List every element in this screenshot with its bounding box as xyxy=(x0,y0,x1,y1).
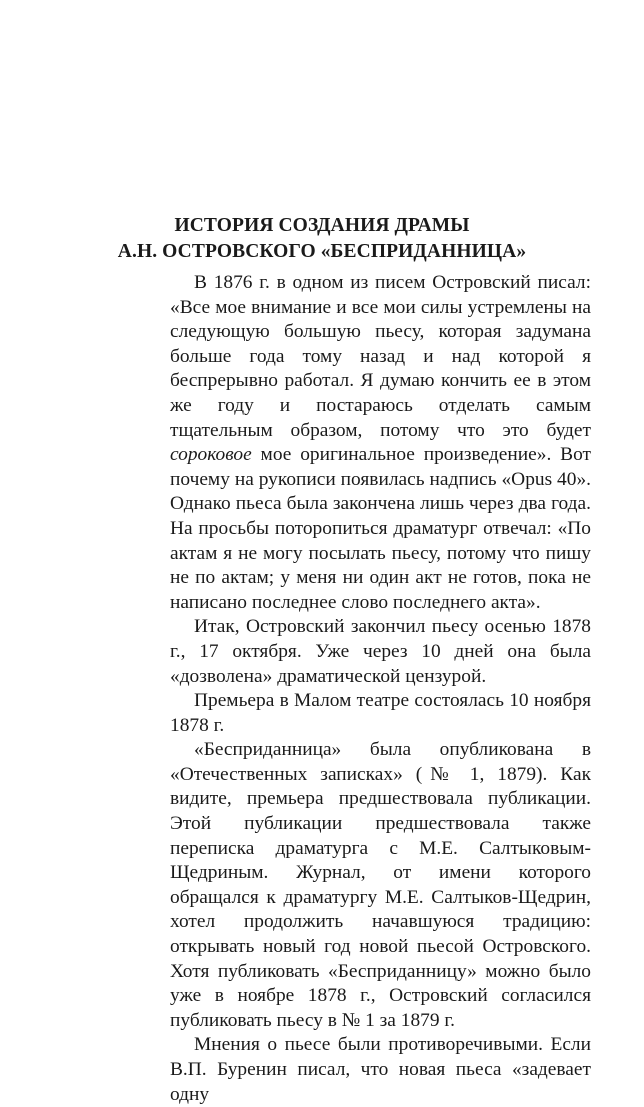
paragraph-1-start: В 1876 г. в одном из писем Островский писал: «Все мое внимание и все мои силы устремлены на следующую большую пьесу, которая задумана больше года тому назад и над которой я беспрерывно работал. Я думаю кончить ее в этом же году и постараюсь отделать самым тщательным образом, потому что это будет xyxy=(170,272,591,441)
page-title xyxy=(100,213,544,265)
body-text xyxy=(170,271,591,1107)
paragraph-1 xyxy=(170,271,591,615)
paragraph-1-italic: сороковое xyxy=(170,444,252,466)
title-line-1: ИСТОРИЯ СОЗДАНИЯ ДРАМЫ xyxy=(174,215,470,236)
paragraph-4: «Бесприданница» была опубликована в «Отечественных записках» (№ 1, 1879). Как видите, премьера предшествовала публикации. Этой публикации предшествовала также переписка драматурга с М.Е. Салтыковым-Щедриным. Журнал, от имени которого обращался к драматургу М.Е. Салтыков-Щедрин, хотел продолжить начавшуюся традицию: открывать новый год новой пьесой Островского. Хотя публиковать «Бесприданницу» можно было уже в ноябре 1878 г., Островский согласился публиковать пьесу в № 1 за 1879 г. xyxy=(170,739,591,1031)
paragraph-2: Итак, Островский закончил пьесу осенью 1878 г., 17 октября. Уже через 10 дней она была «дозволена» драматической цензурой. xyxy=(170,616,591,687)
paragraph-5: Мнения о пьесе были противоречивыми. Если В.П. Буренин писал, что новая пьеса «задевает одну xyxy=(170,1034,591,1105)
paragraph-3: Премьера в Малом театре состоялась 10 ноября 1878 г. xyxy=(170,690,591,736)
paragraph-1-end: мое оригинальное произведение». Вот почему на рукописи появилась надпись «Opus 40». Однако пьеса была закончена лишь через два года. На просьбы поторопиться драматург отвечал: «По актам я не могу посылать пьесу, потому что пишу не по актам; у меня ни один акт не готов, пока не написано последнее слово последнего акта». xyxy=(170,444,591,613)
title-line-2: А.Н. ОСТРОВСКОГО «БЕСПРИДАННИЦА» xyxy=(117,241,527,262)
